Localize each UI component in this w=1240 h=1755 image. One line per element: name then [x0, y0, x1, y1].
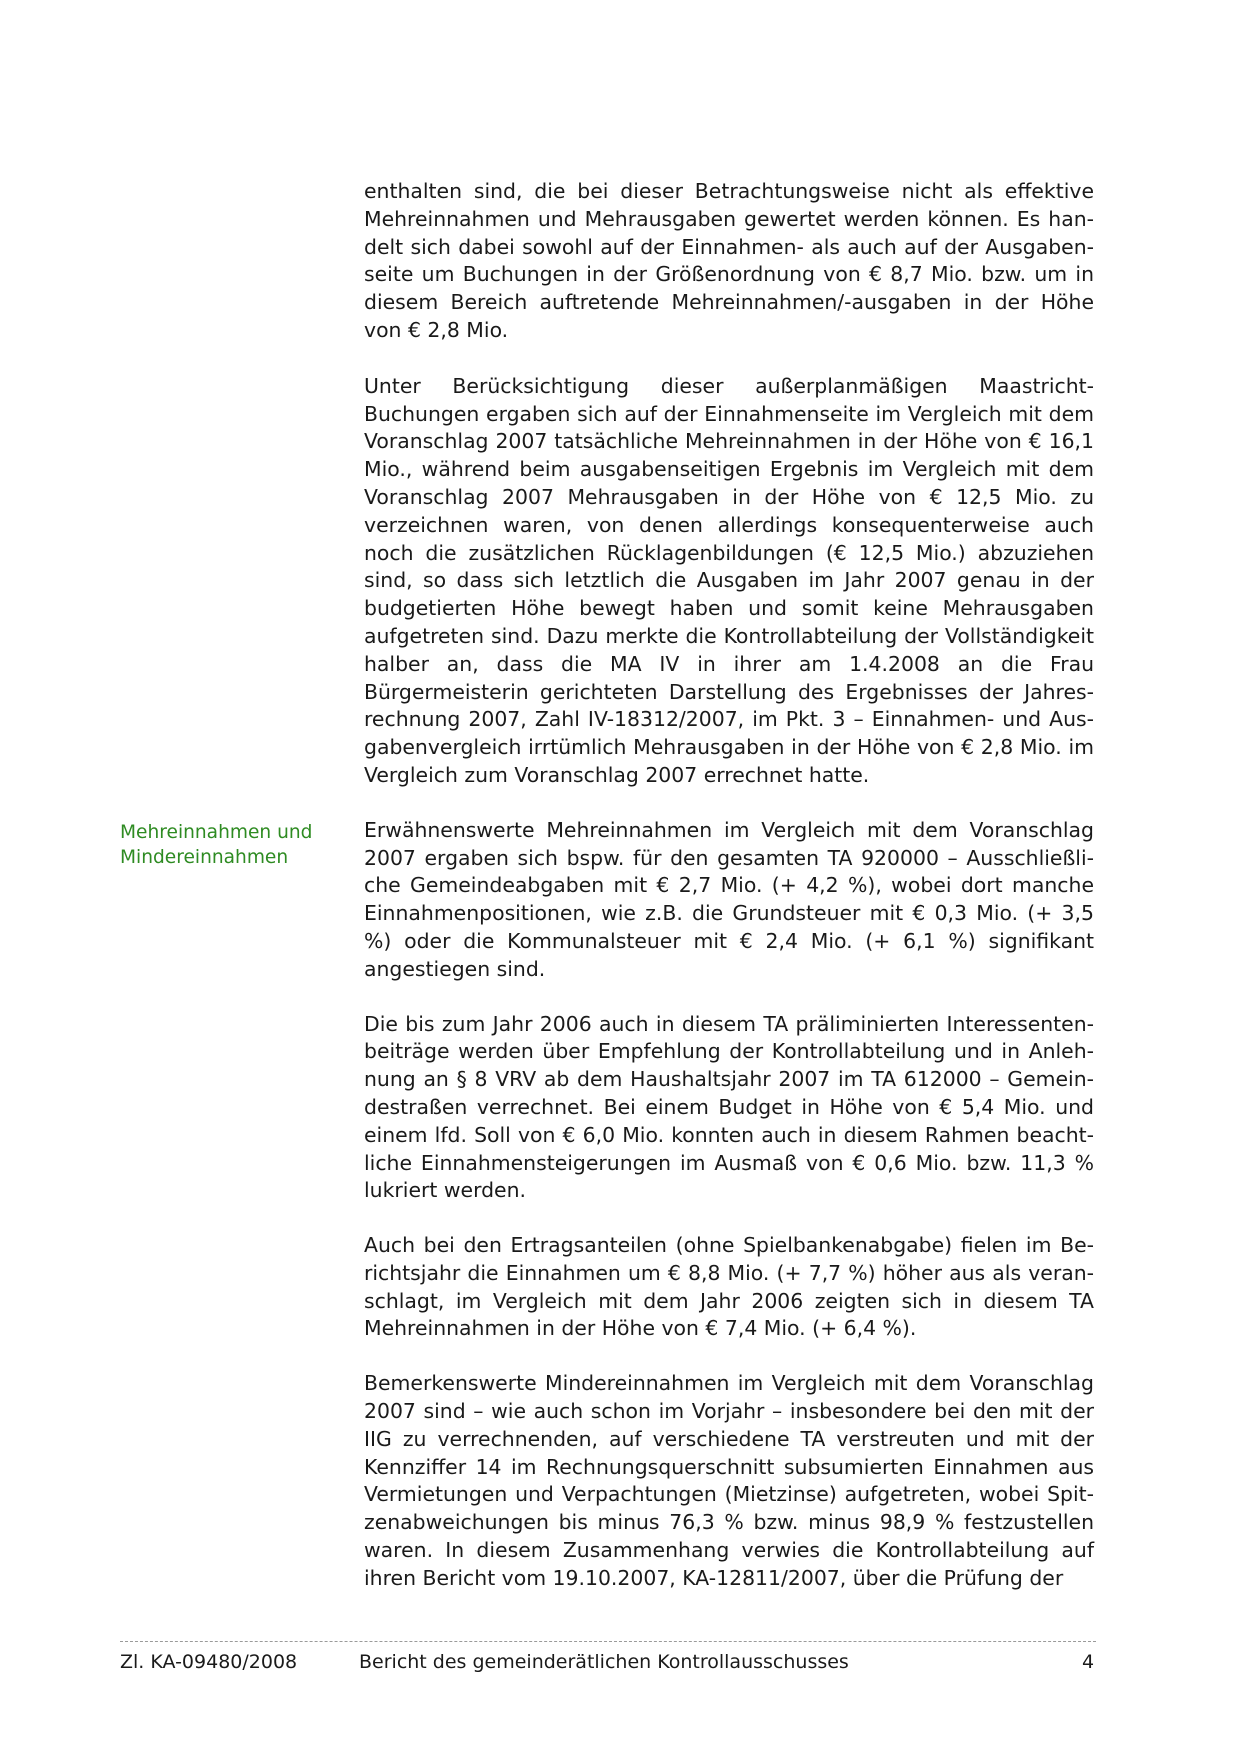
paragraph-5: Auch bei den Ertragsanteilen (ohne Spielbankenabgabe) fielen im Berichtsjahr die Einnahmen um € 8,8 Mio. (+ 7,7 %) höher aus als veranschlagt, im Vergleich mit dem Jahr 2006 zeigten sich in diesem TA Mehreinnahmen in der Höhe von € 7,4 Mio. (+ 6,4 %). — [364, 1233, 1094, 1341]
paragraph-4: Die bis zum Jahr 2006 auch in diesem TA präliminierten Interessentenbeiträge werden über Empfehlung der Kontrollabteilung und in Anlehnung an § 8 VRV ab dem Haushaltsjahr 2007 im TA 612000 – Gemeindestraßen verrechnet. Bei einem Budget in Höhe von € 5,4 Mio. und einem lfd. Soll von € 6,0 Mio. konnten auch in diesem Rahmen beachtliche Einnahmensteigerungen im Ausmaß von € 0,6 Mio. bzw. 11,3 % lukriert werden. — [364, 1011, 1094, 1203]
paragraph-3: Erwähnenswerte Mehreinnahmen im Vergleich mit dem Voranschlag 2007 ergaben sich bspw. für den gesamten TA 920000 – Ausschließliche Gemeindeabgaben mit € 2,7 Mio. (+ 4,2 %), wobei dort manche Einnahmenpositionen, wie z.B. die Grundsteuer mit € 0,3 Mio. (+ 3,5 %) oder die Kommunalsteuer mit € 2,4 Mio. (+ 6,1 %) signifikant angestiegen sind. — [364, 817, 1094, 981]
page-number: 4 — [1082, 1651, 1095, 1673]
paragraph-1: enthalten sind, die bei dieser Betrachtungsweise nicht als effektive Mehreinnahmen und Mehrausgaben gewertet werden können. Es handelt sich dabei sowohl auf der Einnahmen- als auch auf der Ausgabenseite um Buchungen in der Größenordnung von € 8,7 Mio. bzw. um in diesem Bereich auftretende Mehreinnahmen/-ausgaben in der Höhe von € 2,8 Mio. — [364, 179, 1094, 342]
paragraph-6: Bemerkenswerte Mindereinnahmen im Vergleich mit dem Voranschlag 2007 sind – wie auch schon im Vorjahr – insbesondere bei den mit der IIG zu verrechnenden, auf verschiedene TA verstreuten und mit der Kennziffer 14 im Rechnungsquerschnitt subsumierten Einnahmen aus Vermietungen und Verpachtungen (Mietzinse) aufgetreten, wobei Spitzenabweichungen bis minus 76,3 % bzw. minus 98,9 % festzustellen waren. In diesem Zusammenhang verwies die Kontrollabteilung auf ihren Bericht vom 19.10.2007, KA-12811/2007, über die Prüfung der — [364, 1371, 1094, 1590]
margin-heading: Mehreinnahmen und Mindereinnahmen — [120, 822, 313, 868]
footer-title: Bericht des gemeinderätlichen Kontrollausschusses — [359, 1651, 849, 1673]
footer-reference: Zl. KA-09480/2008 — [120, 1651, 298, 1673]
main-text-column — [364, 178, 1094, 1620]
footer-divider — [120, 1641, 1096, 1642]
paragraph-2: Unter Berücksichtigung dieser außerplanmäßigen Maastricht-Buchungen ergaben sich auf der Einnahmenseite im Vergleich mit dem Voranschlag 2007 tatsächliche Mehreinnahmen in der Höhe von € 16,1 Mio., während beim ausgabenseitigen Ergebnis im Vergleich mit dem Voranschlag 2007 Mehrausgaben in der Höhe von € 12,5 Mio. zu verzeichnen waren, von denen allerdings konsequenterweise auch noch die zusätzlichen Rücklagenbildungen (€ 12,5 Mio.) abzuziehen sind, so dass sich letztlich die Ausgaben im Jahr 2007 genau in der budgetierten Höhe bewegt haben und somit keine Mehrausgaben aufgetreten sind. Dazu merkte die Kontrollabteilung der Vollständigkeit halber an, dass die MA IV in ihrer am 1.4.2008 an die Frau Bürgermeisterin gerichteten Darstellung des Ergebnisses der Jahresrechnung 2007, Zahl IV-18312/2007, im Pkt. 3 – Einnahmen- und Ausgabenvergleich irrtümlich Mehrausgaben in der Höhe von € 2,8 Mio. im Vergleich zum Voranschlag 2007 errechnet hatte. — [364, 373, 1094, 787]
